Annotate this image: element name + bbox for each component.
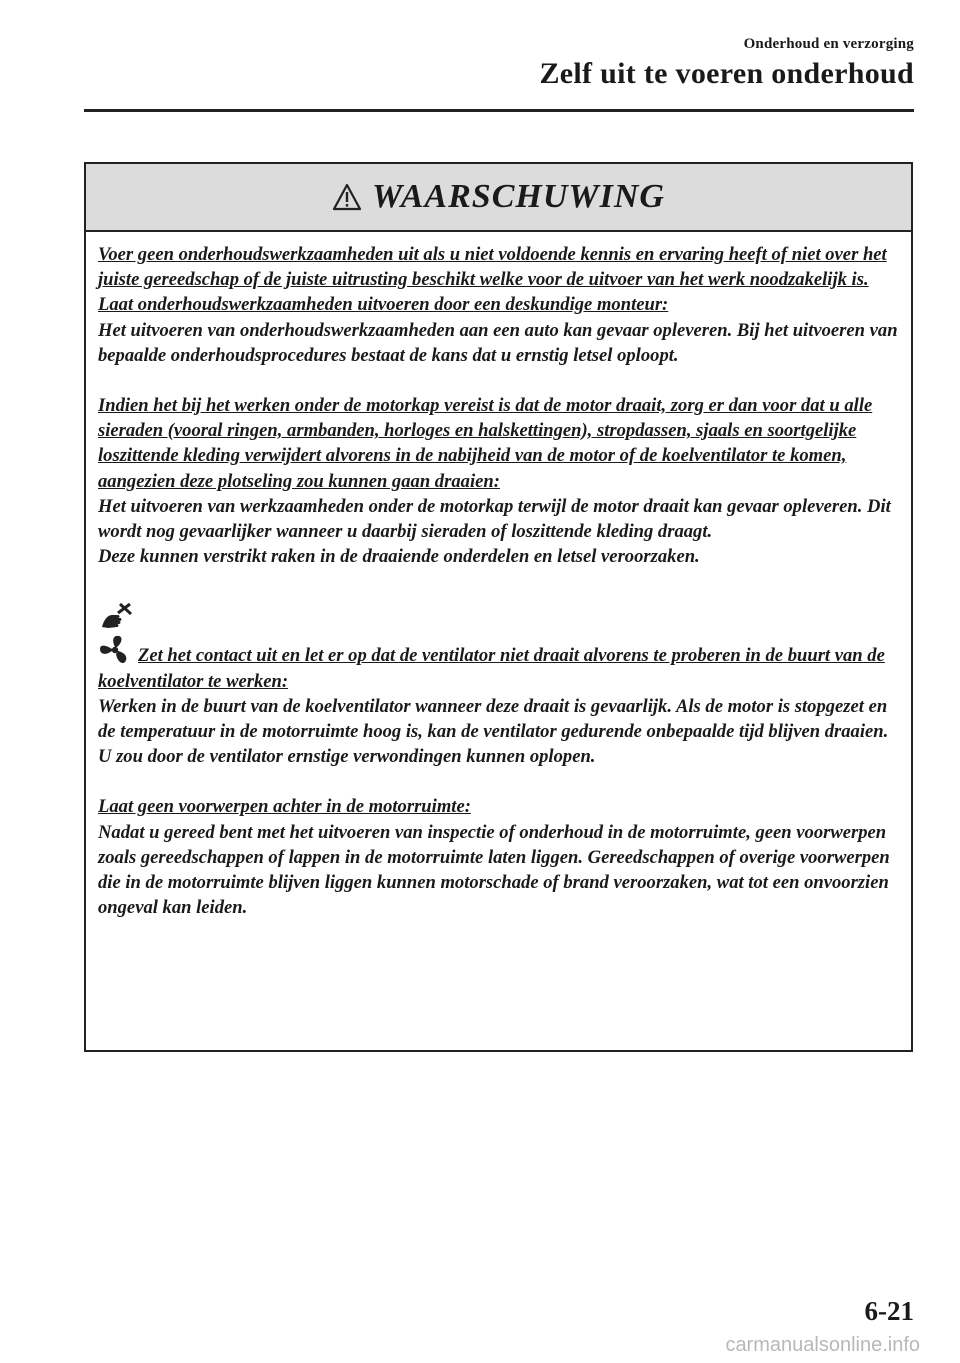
header-divider <box>84 109 914 112</box>
warning-item-3-line <box>98 635 899 693</box>
warning-box <box>84 162 913 1052</box>
warning-item-2-body-2: Deze kunnen verstrikt raken in de draaiende onderdelen en letsel veroorzaken. <box>98 546 700 568</box>
warning-item-2-heading: Indien het bij het werken onder de motorkap vereist is dat de motor draait, zorg er dan voor dat u alle sieraden (vooral ringen, armbanden, horloges en halskettingen), stropdassen, sjaals en soortgelijke loszittende kleding verwijdert alvorens in de nabijheid van de motor of de koelventilator te komen, aangezien deze plotseling zou kunnen gaan draaien: <box>98 395 873 492</box>
page-header <box>539 36 914 91</box>
warning-item-3-body: Werken in de buurt van de koelventilator wanneer deze draait is gevaarlijk. Als de motor is stopgezet en de temperatuur in de motorruimte hoog is, kan de ventilator gedurende onbepaalde tijd blijven draaien. U zou door de ventilator ernstige verwondingen kunnen oplopen. <box>98 695 889 768</box>
watermark: carmanualsonline.info <box>725 1334 920 1356</box>
page-number: 6-21 <box>864 1296 914 1326</box>
warning-header <box>86 164 911 232</box>
fan-icon <box>98 635 132 665</box>
warning-item-1-body: Het uitvoeren van onderhoudswerkzaamheden aan een auto kan gevaar opleveren. Bij het uitvoeren van bepaalde onderhoudsprocedures bestaat de kans dat u ernstig letsel oploopt. <box>98 319 898 366</box>
warning-title: WAARSCHUWING <box>372 178 665 215</box>
warning-item-3-heading: Zet het contact uit en let er op dat de ventilator niet draait alvorens te proberen in de buurt van de koelventilator te werken: <box>98 645 885 692</box>
section-title: Onderhoud en verzorging <box>743 36 914 52</box>
chapter-title: Zelf uit te voeren onderhoud <box>539 57 914 90</box>
warning-item-4-body: Nadat u gereed bent met het uitvoeren van inspectie of onderhoud in de motorruimte, geen voorwerpen zoals gereedschappen of lappen in de motorruimte laten liggen. Gereedschappen of overige voorwerpen die in de motorruimte blijven liggen kunnen motorschade of brand veroorzaken, wat tot een onvoorzien ongeval kan leiden. <box>98 821 890 919</box>
warning-item-4-heading: Laat geen voorwerpen achter in de motorruimte: <box>98 796 471 818</box>
warning-body <box>86 232 911 920</box>
warning-item-1-heading: Voer geen onderhoudswerkzaamheden uit als u niet voldoende kennis en ervaring heeft of niet over het juiste gereedschap of de juiste uitrusting beschikt welke voor de uitvoer van het werk noodzakelijk is. Laat onderhoudswerkzaamheden uitvoeren door een deskundige monteur: <box>98 244 887 316</box>
hand-caution-icon <box>98 603 134 633</box>
warning-triangle-icon <box>332 183 362 211</box>
warning-item-2-body-1: Het uitvoeren van werkzaamheden onder de motorkap terwijl de motor draait kan gevaar opleveren. Dit wordt nog gevaarlijker wanneer u daarbij sieraden of loszittende kleding draagt. <box>98 495 891 543</box>
